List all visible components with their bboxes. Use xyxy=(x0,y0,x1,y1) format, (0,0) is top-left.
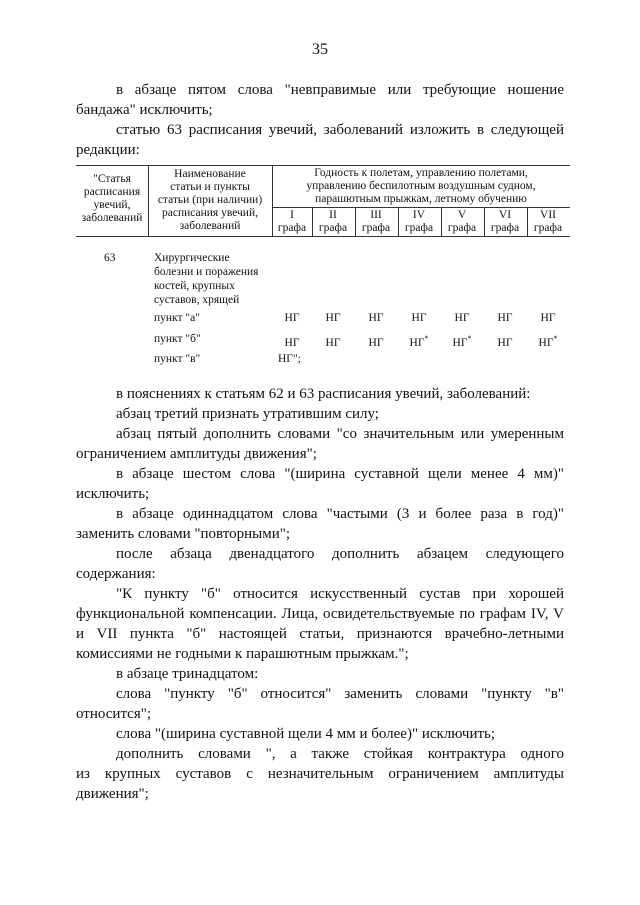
text-line: относится"; xyxy=(76,706,152,722)
header-fitness: Годность к полетам, управлению полетами, управлению беспилотным воздушным судном, парашютным прыжкам, летному обучению xyxy=(306,167,536,205)
text-line: ограничением амплитуды движения"; xyxy=(76,446,317,462)
text-line: в пояснениях к статьям 62 и 63 расписания увечий, заболеваний: xyxy=(116,386,531,402)
header-article: "Статья расписания увечий, заболеваний xyxy=(81,173,143,224)
row-label: пункт "б" xyxy=(154,333,201,345)
text-line: абзац пятый дополнить словами "со значительным или умеренным xyxy=(116,426,564,442)
text-line: слова "(ширина суставной щели 4 мм и более)" исключить; xyxy=(116,726,496,742)
table-cell: НГ xyxy=(368,312,384,324)
text-line: и VII пункта "б" настоящей статьи, признаются врачебно-летными xyxy=(76,626,564,642)
graph-header: VI графа xyxy=(490,209,520,234)
article-name: Хирургические болезни и поражения костей, крупных суставов, хрящей xyxy=(154,252,259,306)
graph-header: VII графа xyxy=(533,209,563,234)
text-line: слова "пункту "б" относится" заменить словами "пункту "в" xyxy=(116,686,564,702)
text-line: статью 63 расписания увечий, заболеваний изложить в следующей xyxy=(116,122,564,138)
text-line: движения"; xyxy=(76,786,149,802)
table-cell: НГ xyxy=(497,312,513,324)
text-line: исключить; xyxy=(76,486,150,502)
text-line: "К пункту "б" относится искусственный сустав при хорошей xyxy=(116,586,564,602)
table-cell: НГ xyxy=(325,312,341,324)
row-label: пункт "в" xyxy=(154,353,201,365)
text-line: в абзаце одиннадцатом слова "частыми (3 и более раза в год)" xyxy=(116,506,564,522)
graph-header: IV графа xyxy=(404,209,434,234)
graph-header: II графа xyxy=(318,209,348,234)
header-name: Наименование статьи и пункты статьи (при наличии) расписания увечий, заболеваний xyxy=(157,168,263,232)
table-cell: НГ"; xyxy=(278,353,301,365)
page-number: 35 xyxy=(312,41,328,58)
table-cell: НГ xyxy=(540,312,556,324)
table-cell: НГ xyxy=(411,312,427,324)
table-cell: НГ* xyxy=(409,334,429,349)
table-cell: НГ xyxy=(368,336,384,349)
table-cell: НГ* xyxy=(452,334,472,349)
text-line: содержания: xyxy=(76,566,156,582)
table-cell: НГ xyxy=(325,336,341,349)
text-line: функциональной компенсации. Лица, освидетельствуемые по графам IV, V xyxy=(76,606,564,622)
text-line: в абзаце тринадцатом: xyxy=(116,666,259,682)
text-line: комиссиями не годными к парашютным прыжкам."; xyxy=(76,646,409,662)
article-number: 63 xyxy=(104,252,116,264)
text-line: бандажа" исключить; xyxy=(76,102,213,118)
text-line: в абзаце пятом слова "невправимые или требующие ношение xyxy=(116,82,564,98)
text-line: заменить словами "повторными"; xyxy=(76,526,291,542)
table-cell: НГ xyxy=(284,312,300,324)
graph-header: V графа xyxy=(447,209,477,234)
text-line: абзац третий признать утратившим силу; xyxy=(116,406,379,422)
table-cell: НГ xyxy=(284,336,300,349)
text-line: после абзаца двенадцатого дополнить абзацем следующего xyxy=(116,546,564,562)
row-label: пункт "а" xyxy=(154,312,200,324)
text-line: дополнить словами ", а также стойкая контрактура одного xyxy=(116,746,564,762)
table-cell: НГ xyxy=(454,312,470,324)
graph-header: III графа xyxy=(361,209,391,234)
text-line: редакции: xyxy=(76,142,140,158)
text-line: в абзаце шестом слова "(ширина суставной щели менее 4 мм)" xyxy=(116,466,564,482)
table-cell: НГ xyxy=(497,336,513,349)
text-line: из крупных суставов с незначительным ограничением амплитуды xyxy=(76,766,564,782)
graph-header: I графа xyxy=(277,209,307,234)
table-cell: НГ* xyxy=(538,334,558,349)
